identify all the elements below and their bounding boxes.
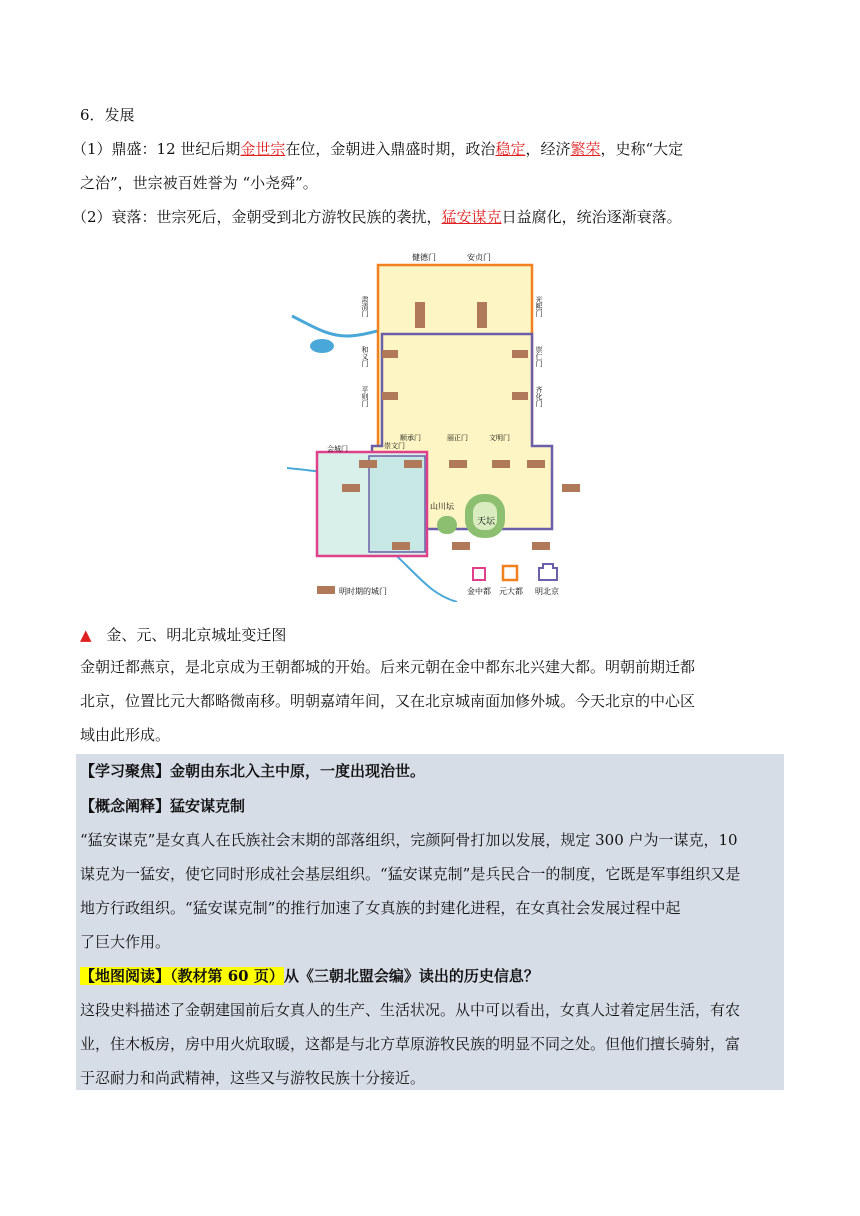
p2-text-b: 日益腐化，统治逐渐衰落。 [501, 208, 682, 226]
p1-highlight-jinshizong: 金世宗 [240, 140, 286, 158]
gate-suqing: 肃清门 [361, 296, 369, 317]
map-reading-line-1: 这段史料描述了金朝建国前后女真人的生产、生活状况。从中可以看出，女真人过着定居生活，有农 [80, 1001, 741, 1019]
concept-line-4: 了巨大作用。 [80, 933, 171, 951]
shanchuantan-label: 山川坛 [430, 502, 454, 511]
gate-jiande: 健德门 [412, 253, 436, 262]
focus-line [80, 761, 785, 781]
legend-ming-label: 明北京 [535, 587, 559, 596]
map-reading-question: 从《三朝北盟会编》读出的历史信息？ [283, 967, 539, 985]
map-caption [80, 625, 785, 645]
p1-highlight-prosper: 繁荣 [570, 140, 601, 158]
gate-guangxi: 光熙门 [535, 296, 543, 317]
p1-highlight-stable: 稳定 [495, 140, 526, 158]
body-line-1: 金朝迁都燕京，是北京成为王朝都城的开始。后来元朝在金中都东北兴建大都。明朝前期迁都 [80, 658, 696, 676]
p1-text-c: ，经济 [525, 140, 571, 158]
gate-pingze: 平则门 [361, 386, 369, 407]
concept-line-2: 谋克为一猛安，使它同时形成社会基层组织。“猛安谋克制”是兵民合一的制度，它既是军事组织又是 [80, 865, 741, 883]
map-reading-line-2: 业，住木板房，房中用火炕取暖，这都是与北方草原游牧民族的明显不同之处。但他们擅长骑射，富 [80, 1035, 741, 1053]
gate-qihua: 齐化门 [535, 386, 543, 407]
tiantan-label: 天坛 [477, 517, 496, 527]
map-reading-label: 【地图阅读】（教材第 60 页） [80, 967, 284, 985]
concept-line-3: 地方行政组织。“猛安谋克制”的推行加速了女真族的封建化进程，在女真社会发展过程中起 [80, 899, 681, 917]
focus-text: 金朝由东北入主中原，一度出现治世。 [170, 762, 426, 780]
p1-text-b: 在位，金朝进入鼎盛时期，政治 [285, 140, 496, 158]
gate-anzhen: 安贞门 [467, 253, 491, 262]
concept-label: 【概念阐释】 [80, 797, 171, 815]
paragraph-decline [72, 207, 777, 227]
p1-text-d: ，史称“大定 [600, 140, 684, 158]
gate-heyi: 和义门 [361, 346, 369, 367]
map-reading-heading [80, 966, 785, 986]
p1-text-e: 之治”，世宗被百姓誉为 “小尧舜”。 [80, 174, 318, 192]
gate-shuncheng: 顺承门 [400, 434, 421, 442]
concept-title: 猛安谋克制 [170, 797, 246, 815]
p2-highlight-mengan: 猛安谋克 [441, 208, 502, 226]
legend-gate-label: 明时期的城门 [339, 587, 387, 596]
p2-text-a: （2）衰落：世宗死后，金朝受到北方游牧民族的袭扰， [72, 208, 442, 226]
p1-text-a: （1）鼎盛：12 世纪后期 [72, 140, 241, 158]
gate-huicheng: 会城门 [327, 445, 348, 453]
legend-yuan-label: 元大都 [499, 587, 523, 596]
focus-label: 【学习聚焦】 [80, 762, 171, 780]
gate-wenming: 文明门 [489, 434, 510, 442]
gate-chongren: 崇仁门 [535, 346, 543, 367]
paragraph-prosperity [72, 139, 777, 159]
body-line-3: 域由此形成。 [80, 726, 171, 744]
legend-jin-label: 金中都 [467, 587, 491, 596]
gate-chongwen: 崇文门 [384, 442, 405, 450]
section-heading: 6．发展 [80, 106, 135, 124]
gate-lizheng: 丽正门 [447, 434, 468, 442]
body-line-2: 北京，位置比元大都略微南移。明朝嘉靖年间，又在北京城南面加修外城。今天北京的中心区 [80, 692, 696, 710]
caption-text: 金、元、明北京城址变迁图 [106, 626, 287, 644]
beijing-city-map [287, 246, 587, 602]
concept-heading [80, 796, 785, 816]
caption-triangle-icon: ▲ [80, 626, 92, 644]
concept-line-1: “猛安谋克”是女真人在氏族社会末期的部落组织，完颜阿骨打加以发展，规定 300 户为一谋克，10 [80, 831, 738, 849]
map-reading-line-3: 于忍耐力和尚武精神，这些又与游牧民族十分接近。 [80, 1069, 426, 1087]
